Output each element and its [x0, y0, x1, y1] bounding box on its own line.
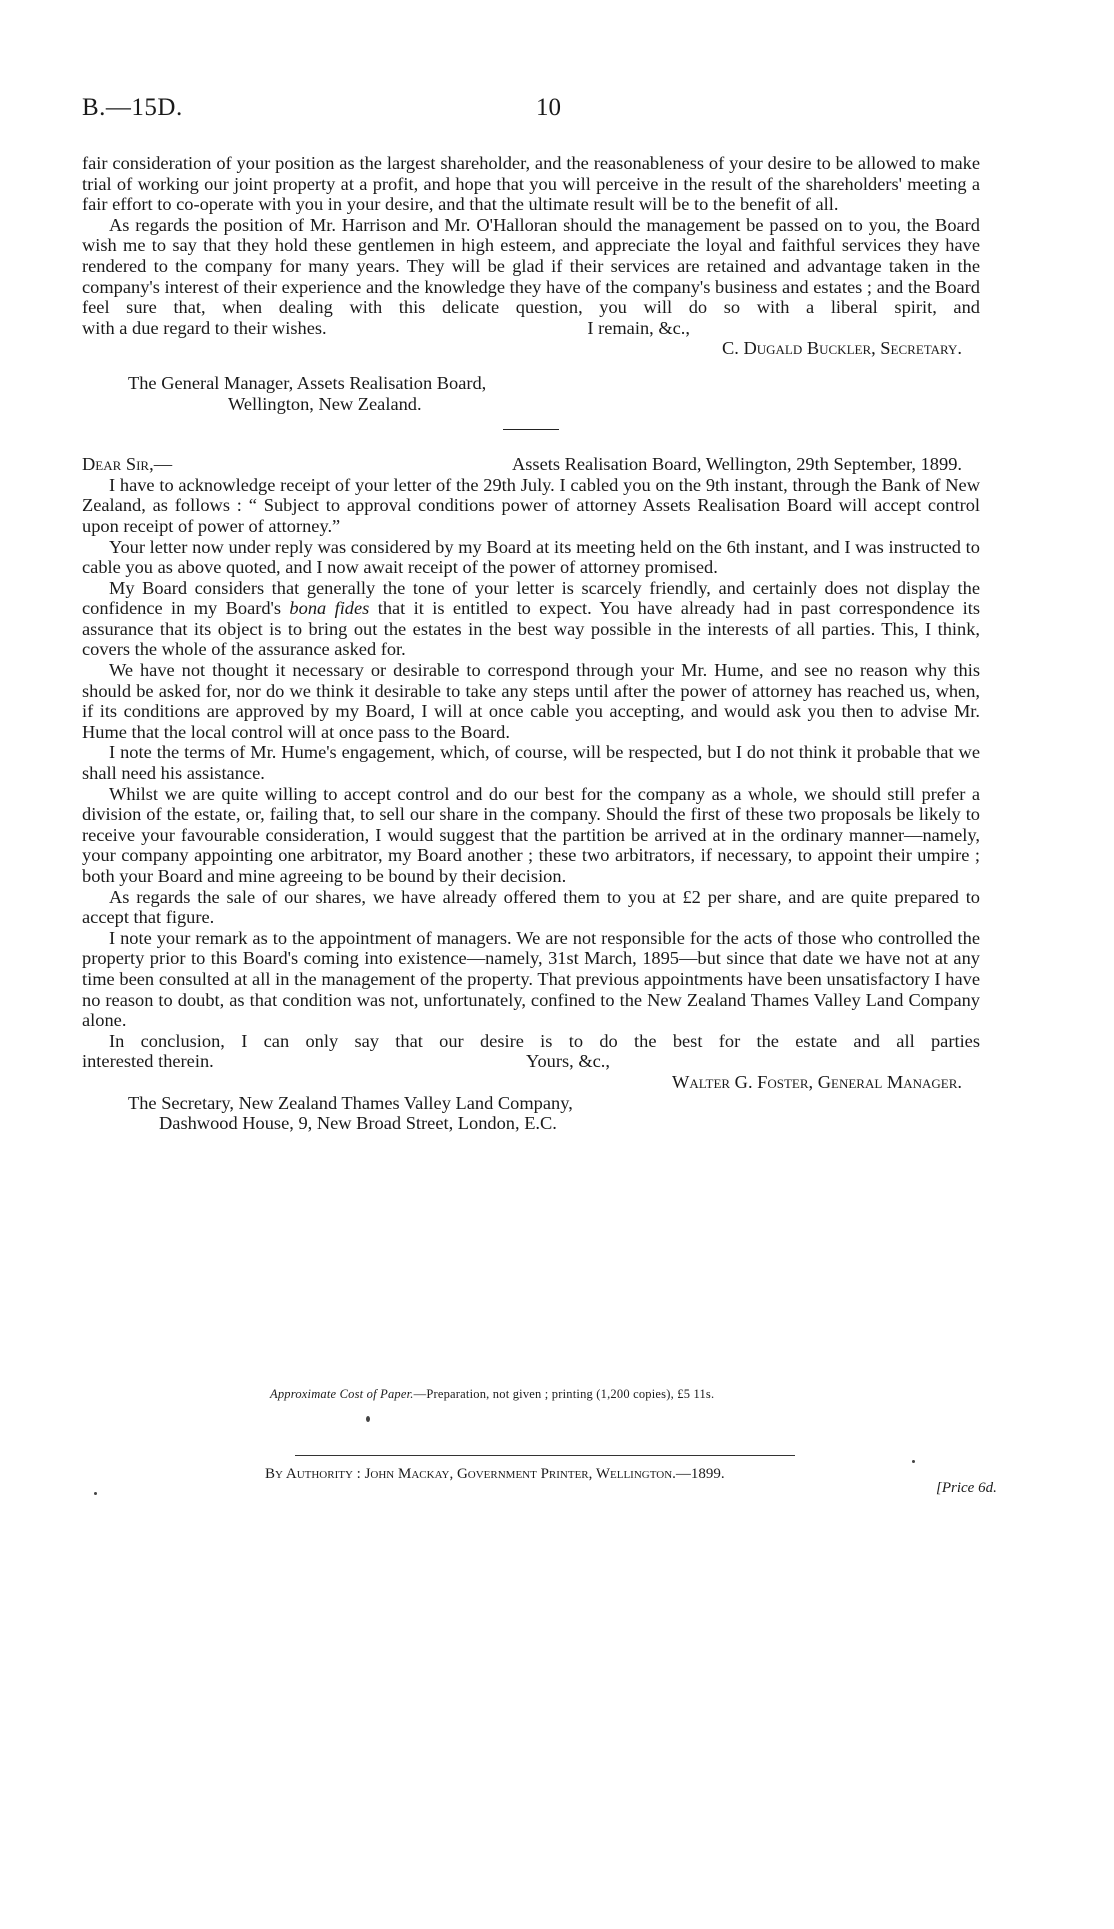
document-reference: B.—15D. [82, 94, 183, 121]
section-divider [503, 429, 559, 430]
document-body [82, 153, 980, 1134]
letter-2-last-line: interested therein. [82, 1051, 214, 1072]
letter-2 [82, 454, 980, 1134]
letter-2-paragraph: Whilst we are quite willing to accept control and do our best for the company as a whole, we should still prefer a division of the estate, or, failing that, to sell our share in the company. Should the first of these two proposals be likely to receive your favourable consideration, I would suggest that the partition be arrived at in the ordinary manner—namely, your company appointing one arbitrator, my Board another ; these two arbitrators, if necessary, to appoint their umpire ; both your Board and mine agreeing to be bound by their decision. [82, 783, 980, 886]
letter-1-paragraph: As regards the position of Mr. Harrison and Mr. O'Halloran should the management be passed on to you, the Board wish me to say that they hold these gentlemen in high esteem, and appreciate the loyal and faithful services they have rendered to the company for many years. They will be glad if their services are retained and advantage taken in the company's interest of their experience and the knowledge they have of the company's business and estates ; and the Board feel sure that, when dealing with this delicate question, you will do so with a liberal spirit, and [82, 214, 980, 318]
letter-1-last-line: with a due regard to their wishes. [82, 317, 327, 338]
salutation: Dear Sir,— [82, 454, 173, 475]
letter-2-addressee-address: Dashwood House, 9, New Broad Street, London, E.C. [159, 1113, 557, 1134]
letter-2-closing: Yours, &c., [526, 1051, 610, 1072]
letter-2-paragraph: I note your remark as to the appointment of managers. We are not responsible for the acts of those who controlled the property prior to this Board's coming into existence—namely, 31st March, 1895—but since that date we have not at any time been consulted at all in the management of the property. That previous appointments have been unsatisfactory I have no reason to doubt, as that condition was not, unfortunately, confined to the New Zealand Thames Valley Land Company alone. [82, 927, 980, 1031]
footer-rule [295, 1455, 795, 1456]
price-note: [Price 6d. [936, 1480, 997, 1496]
dateline: Assets Realisation Board, Wellington, 29th September, 1899. [511, 454, 962, 475]
letter-1-closing: I remain, &c., [587, 317, 690, 338]
letter-2-addressee: The Secretary, New Zealand Thames Valley Land Company, [128, 1092, 573, 1113]
letter-2-paragraph: As regards the sale of our shares, we have already offered them to you at £2 per share, and are quite prepared to accept that figure. [82, 886, 980, 928]
letter-2-paragraph: In conclusion, I can only say that our desire is to do the best for the estate and all parties [109, 1030, 980, 1051]
letter-2-paragraph: My Board considers that generally the tone of your letter is scarcely friendly, and certainly does not display the confidence in my Board's bona fides that it is entitled to expect. You have already had in past correspondence its assurance that its object is to bring out the estates in the best way possible in the interests of all parties. This, I think, covers the whole of the assurance asked for. [82, 577, 980, 660]
letter-2-heading [82, 454, 980, 475]
ink-speck [366, 1416, 370, 1422]
letter-2-paragraph: Your letter now under reply was considered by my Board at its meeting held on the 6th instant, and I was instructed to cable you as above quoted, and I now await receipt of the power of attorney promised. [82, 536, 980, 578]
italic-phrase: bona fides [289, 598, 370, 619]
letter-2-paragraph: I note the terms of Mr. Hume's engagement, which, of course, will be respected, but I do not think it probable that we shall need his assistance. [82, 742, 980, 784]
printer-imprint: By Authority : John Mackay, Government Printer, Wellington.—1899. [265, 1466, 725, 1482]
letter-2-signature: Walter G. Foster, General Manager. [672, 1071, 962, 1092]
letter-1-addressee-city: Wellington, New Zealand. [228, 393, 422, 414]
letter-2-closing-row [82, 1051, 980, 1072]
printing-cost-note: Approximate Cost of Paper.—Preparation, not given ; printing (1,200 copies), £5 11s. [270, 1387, 715, 1401]
letter-1-signature: C. Dugald Buckler, Secretary. [722, 338, 962, 359]
letter-2-paragraph: We have not thought it necessary or desirable to correspond through your Mr. Hume, and see no reason why this should be asked for, nor do we think it desirable to take any steps until after the power of attorney has reached us, when, if its conditions are approved by my Board, I will at once cable you accepting, and would ask you then to advise Mr. Hume that the local control will at once pass to the Board. [82, 660, 980, 742]
page-number: 10 [536, 94, 561, 121]
printing-cost-label: Approximate Cost of Paper. [270, 1387, 414, 1401]
letter-1 [82, 153, 980, 414]
letter-1-closing-row [82, 318, 980, 339]
ink-speck [94, 1492, 97, 1495]
letter-1-paragraph: fair consideration of your position as the largest shareholder, and the reasonableness of your desire to be allowed to make trial of working our joint property at a profit, and hope that you will perceive in the result of the shareholders' meeting a fair effort to co-operate with you in your desire, and that the ultimate result will be to the benefit of all. [82, 153, 980, 215]
letter-1-addressee: The General Manager, Assets Realisation Board, [128, 372, 487, 393]
ink-speck [912, 1460, 915, 1463]
letter-2-paragraph: I have to acknowledge receipt of your letter of the 29th July. I cabled you on the 9th instant, through the Bank of New Zealand, as follows : “ Subject to approval conditions power of attorney Assets Realisation Board will accept control upon receipt of power of attorney.” [82, 474, 980, 536]
